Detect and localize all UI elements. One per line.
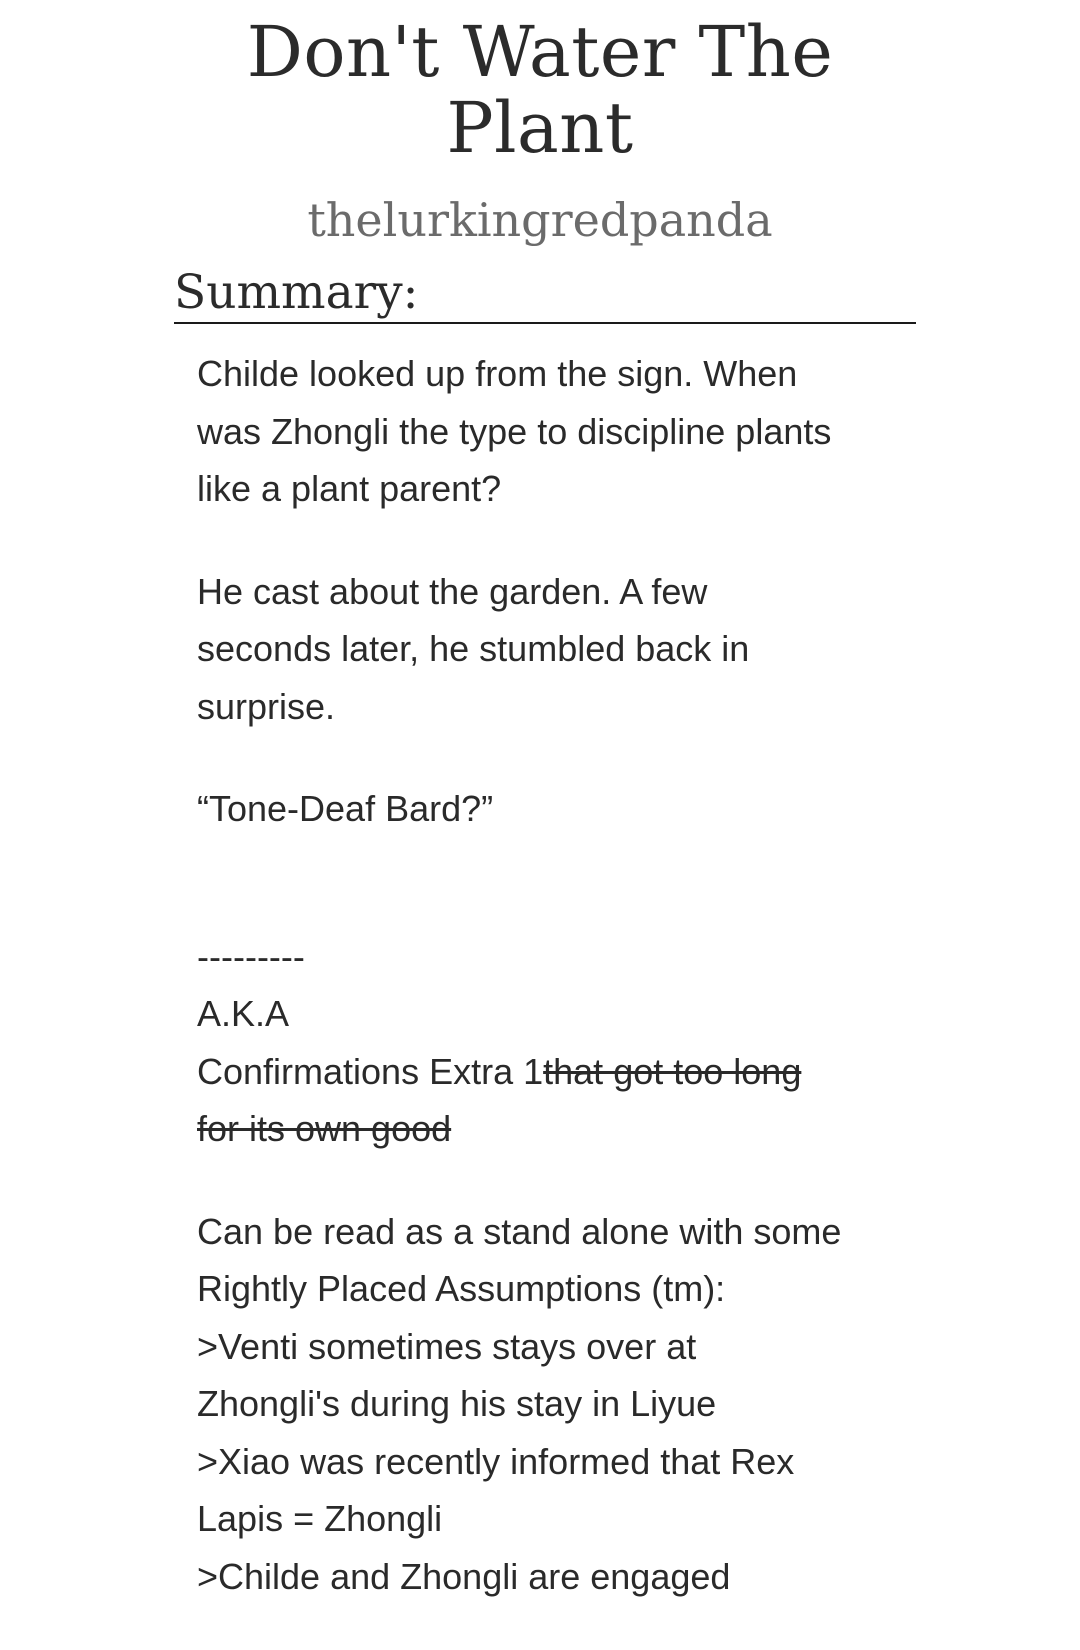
summary-line: >Childe and Zhongli are engaged (197, 1555, 731, 1597)
summary-paragraph (197, 1203, 897, 1606)
aka-title-text: Confirmations Extra 1 (197, 1050, 544, 1092)
summary-line: Can be read as a stand alone with some (197, 1210, 842, 1252)
aka-label: A.K.A (197, 993, 290, 1034)
summary-paragraph (197, 563, 897, 736)
summary-heading: Summary: (174, 264, 916, 324)
summary-line: like a plant parent? (197, 468, 502, 509)
summary-line: Lapis = Zhongli (197, 1498, 443, 1539)
summary-line: He cast about the garden. A few (197, 570, 708, 612)
summary-line: >Xiao was recently informed that Rex (197, 1440, 795, 1482)
summary-body (197, 345, 897, 1650)
work-title-line: Plant (446, 87, 634, 169)
summary-paragraph (197, 928, 897, 1158)
work-title-line: Don't Water The (246, 11, 834, 93)
struck-through-text: for its own good (197, 1108, 452, 1149)
aka-title-line (197, 1043, 897, 1101)
summary-paragraph (197, 345, 897, 518)
summary-line: >Venti sometimes stays over at (197, 1325, 697, 1367)
separator-line: --------- (197, 935, 305, 977)
summary-line: surprise. (197, 685, 336, 727)
summary-line: seconds later, he stumbled back in (197, 628, 750, 669)
summary-line: “Tone-Deaf Bard?” (197, 788, 494, 829)
struck-through-text: that got too long (543, 1050, 802, 1092)
author-name[interactable]: thelurkingredpanda (307, 193, 773, 247)
summary-line: Rightly Placed Assumptions (tm): (197, 1268, 726, 1309)
summary-line: was Zhongli the type to discipline plants (197, 410, 832, 452)
work-title (0, 11, 1080, 169)
blank-line (197, 883, 897, 928)
summary-paragraph (197, 780, 897, 838)
summary-line: Childe looked up from the sign. When (197, 353, 798, 394)
summary-line: Zhongli's during his stay in Liyue (197, 1383, 717, 1424)
